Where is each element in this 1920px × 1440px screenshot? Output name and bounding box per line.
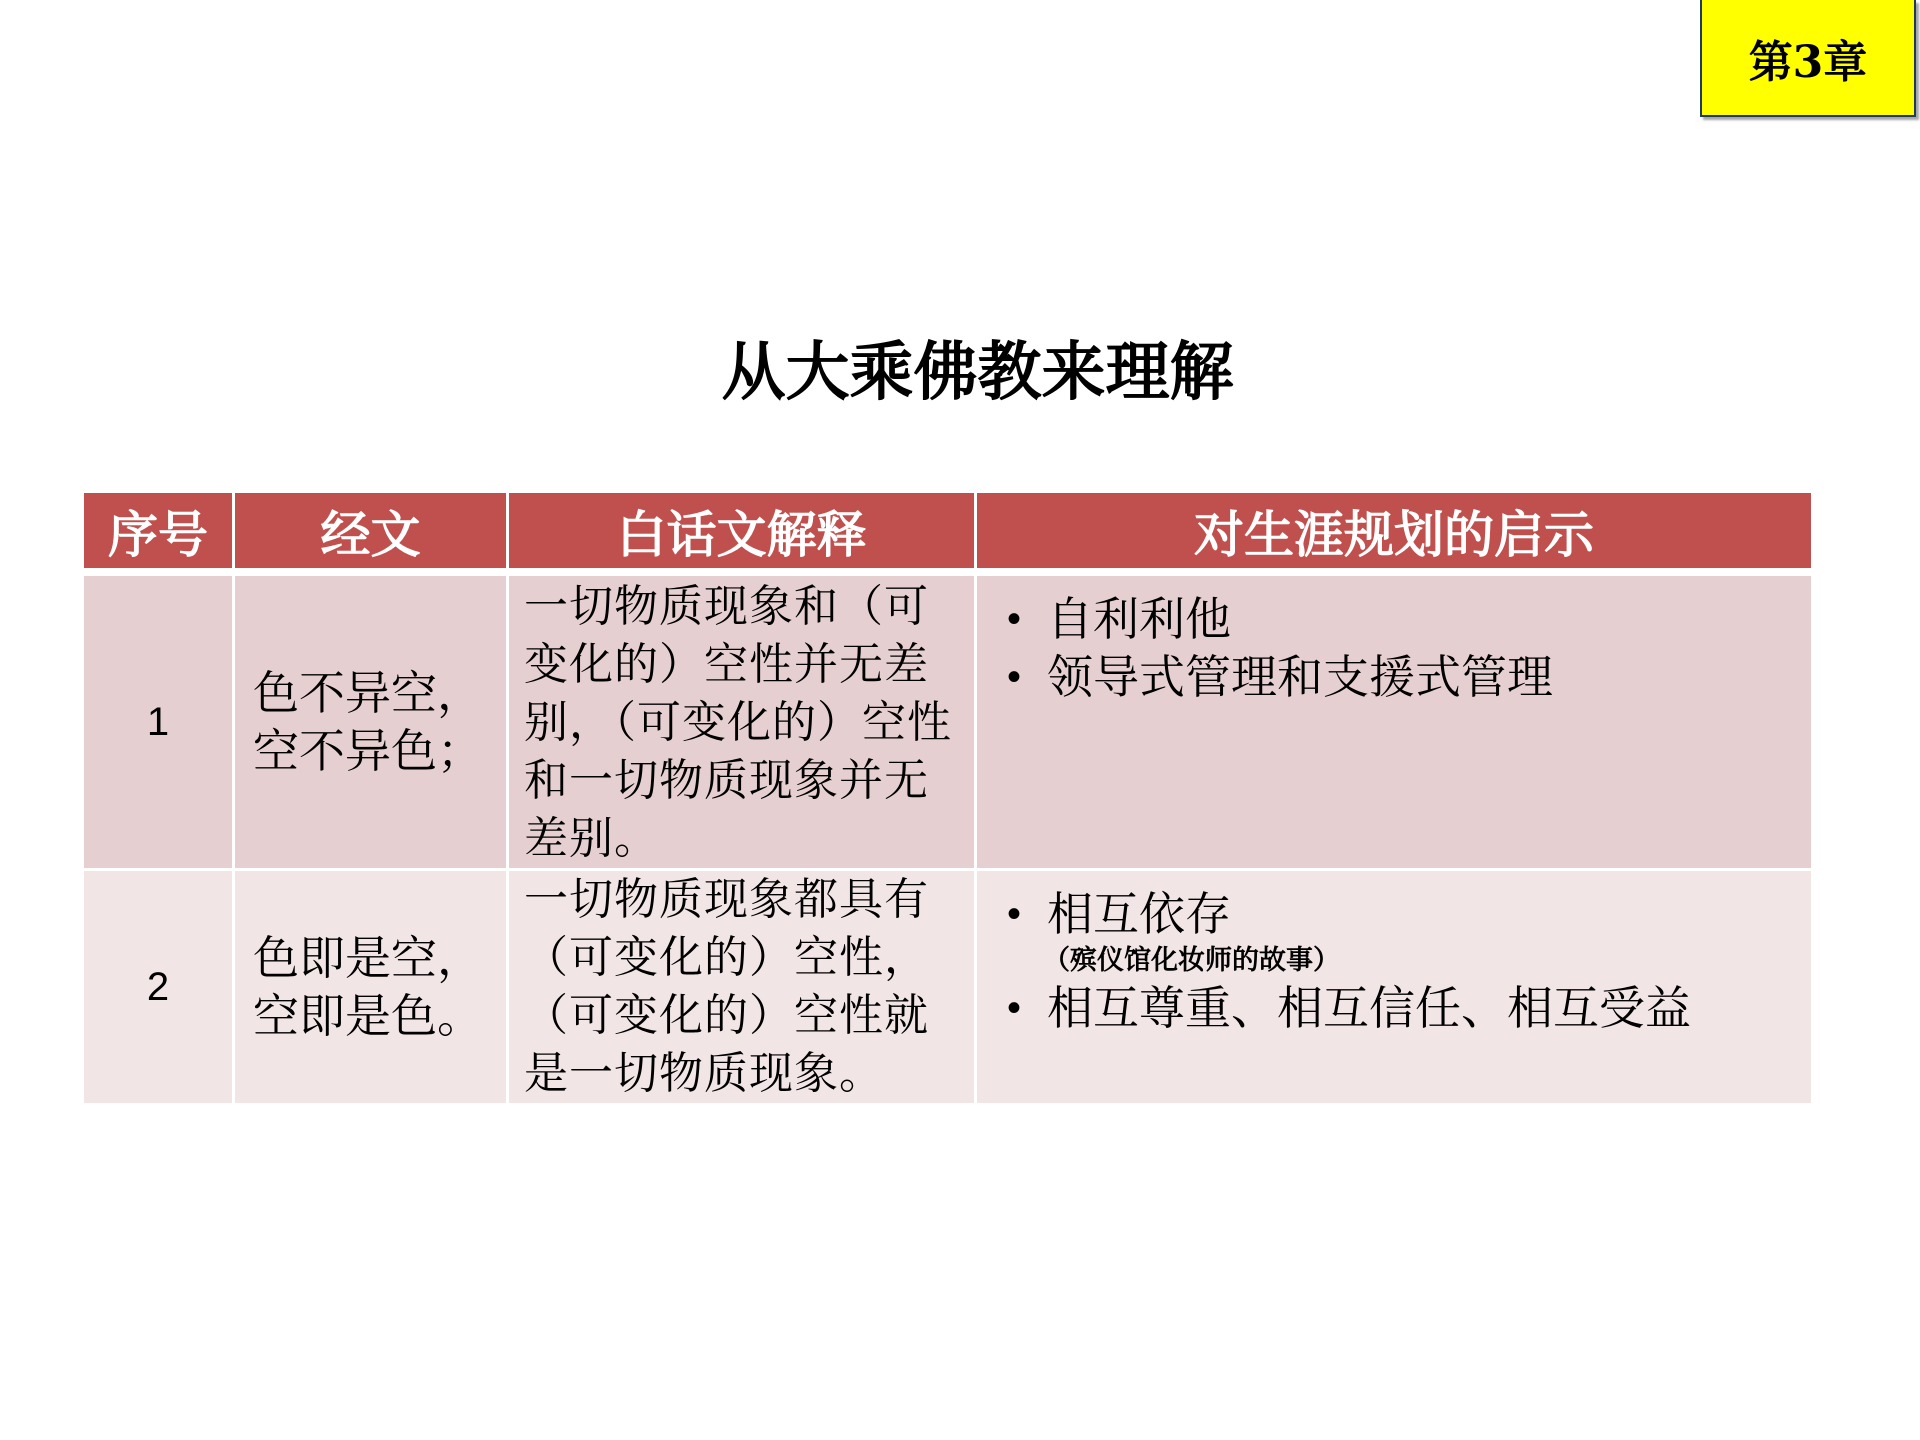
- verse-line: 空不异色；: [253, 724, 483, 778]
- chapter-badge: 第3章: [1700, 0, 1916, 117]
- list-item: [1007, 590, 1811, 648]
- row-number: 2: [84, 871, 235, 1103]
- insight-list: [1007, 885, 1811, 1037]
- insight-cell: [977, 871, 1811, 1103]
- table-row: [84, 576, 1811, 871]
- list-item: [1007, 885, 1811, 979]
- insight-text: 领导式管理和支援式管理: [1047, 650, 1553, 704]
- header-explanation: 白话文解释: [509, 493, 977, 576]
- bullet-icon: •: [1007, 892, 1022, 936]
- list-item: [1007, 648, 1811, 706]
- insight-text: 相互尊重、相互信任、相互受益: [1047, 981, 1691, 1035]
- header-verse: 经文: [235, 493, 509, 576]
- row-number: 1: [84, 576, 235, 871]
- explanation-cell: 一切物质现象都具有（可变化的）空性，（可变化的）空性就是一切物质现象。: [509, 871, 977, 1103]
- verse-line: 色即是空，: [253, 931, 483, 985]
- insight-note: （殡仪馆化妆师的故事）: [1043, 945, 1340, 976]
- verse-line: 空即是色。: [253, 989, 483, 1043]
- comparison-table: [84, 493, 1811, 1103]
- bullet-icon: •: [1007, 986, 1022, 1030]
- bullet-icon: •: [1007, 597, 1022, 641]
- table-row: [84, 871, 1811, 1103]
- insight-cell: [977, 576, 1811, 871]
- bullet-icon: •: [1007, 655, 1022, 699]
- verse-cell: [235, 871, 509, 1103]
- page-title: 从大乘佛教来理解: [721, 335, 1234, 410]
- table-header-row: [84, 493, 1811, 576]
- insight-text: 相互依存: [1047, 887, 1231, 941]
- insight-text: 自利利他: [1047, 592, 1231, 646]
- list-item: [1007, 979, 1811, 1037]
- explanation-cell: 一切物质现象和（可变化的）空性并无差别，（可变化的）空性和一切物质现象并无差别。: [509, 576, 977, 871]
- header-number: 序号: [84, 493, 235, 576]
- insight-list: [1007, 590, 1811, 706]
- verse-cell: [235, 576, 509, 871]
- header-insight: 对生涯规划的启示: [977, 493, 1811, 576]
- verse-line: 色不异空，: [253, 666, 483, 720]
